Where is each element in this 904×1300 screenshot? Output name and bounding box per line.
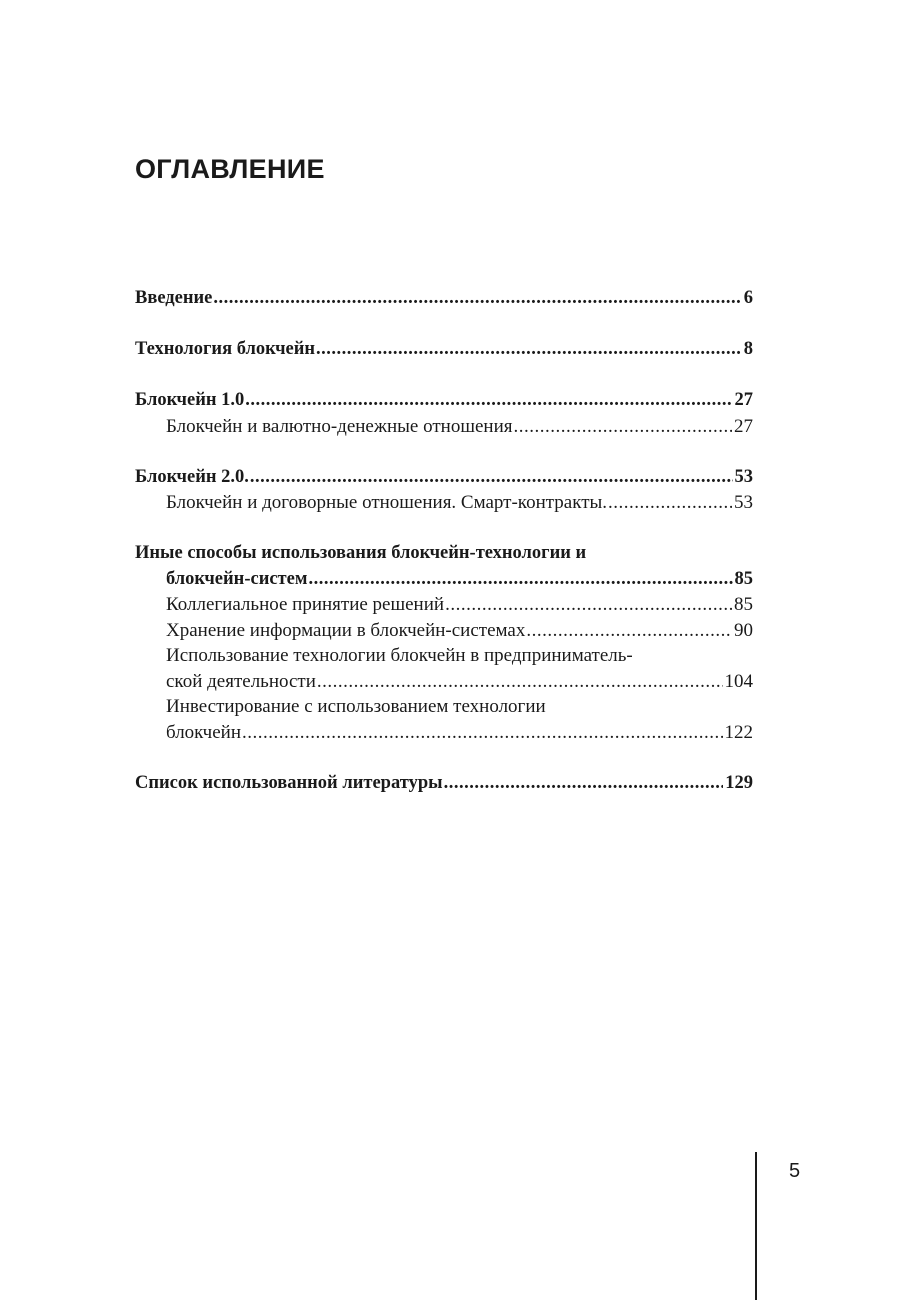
toc-subentry-entrepreneurship-line1 (135, 643, 753, 669)
dot-leader (242, 720, 723, 746)
toc-entry-page: 90 (734, 619, 753, 641)
dot-leader (608, 490, 732, 516)
dot-leader (245, 388, 732, 414)
toc-entry-label: Иные способы использования блокчейн-технологии и (135, 543, 587, 563)
toc-entry-label: Хранение информации в блокчейн-системах (166, 619, 526, 641)
toc-subentry-entrepreneurship (135, 669, 753, 695)
toc-subentry-smart-contracts (135, 490, 753, 516)
toc-entry-label: блокчейн-систем (166, 568, 308, 589)
dot-leader (316, 337, 742, 363)
toc-subentry-information-storage (135, 618, 753, 644)
toc-entry-page: 53 (734, 492, 753, 513)
toc-entry-label: блокчейн (166, 721, 241, 743)
dot-leader (445, 592, 732, 618)
toc-subentry-investing (135, 720, 753, 746)
toc-entry-page: 85 (734, 594, 753, 615)
toc-entry-blockchain-technology (135, 337, 753, 363)
toc-entry-blockchain-1-0 (135, 388, 753, 414)
toc-entry-label: Блокчейн 2.0. (135, 466, 249, 487)
toc-entry-page: 122 (724, 721, 753, 743)
toc-entry-page: 27 (734, 390, 753, 410)
toc-entry-label: Введение (135, 288, 213, 308)
dot-leader (513, 414, 732, 440)
toc-entry-label: Использование технологии блокчейн в предприниматель- (166, 645, 633, 666)
dot-leader (213, 286, 741, 312)
toc-entry-other-uses-line1 (135, 541, 753, 567)
toc-entry-label: ской деятельности (166, 670, 316, 692)
page-title: ОГЛАВЛЕНИЕ (135, 154, 325, 184)
dot-leader (250, 465, 733, 491)
toc-subentry-collegial-decisions (135, 592, 753, 618)
toc-subentry-currency-relations (135, 414, 753, 440)
dot-leader (444, 771, 724, 797)
toc-entry-label: Коллегиальное принятие решений (166, 594, 445, 615)
dot-leader (526, 618, 732, 644)
toc-entry-page: 129 (725, 772, 753, 793)
page-number: 5 (789, 1160, 801, 1182)
toc-entry-page: 53 (734, 466, 753, 487)
toc-subentry-investing-line1 (135, 694, 753, 720)
table-of-contents (135, 286, 753, 796)
toc-entry-label: Блокчейн 1.0 (135, 390, 245, 410)
toc-entry-label: Список использованной литературы (135, 772, 443, 793)
dot-leader (308, 567, 732, 593)
toc-entry-page: 85 (734, 568, 753, 589)
toc-entry-bibliography (135, 771, 753, 797)
toc-entry-page: 8 (743, 339, 753, 359)
toc-entry-page: 27 (734, 415, 753, 437)
dot-leader (317, 669, 723, 695)
page-gutter-rule (755, 1152, 757, 1300)
toc-entry-other-uses (135, 567, 753, 593)
toc-entry-label: Инвестирование с использованием технологии (166, 696, 546, 717)
toc-entry-page: 6 (743, 288, 753, 308)
toc-entry-introduction (135, 286, 753, 312)
toc-entry-page: 104 (724, 670, 753, 692)
toc-entry-label: Блокчейн и договорные отношения. Смарт-контракты. (166, 492, 608, 513)
toc-entry-blockchain-2-0 (135, 465, 753, 491)
toc-entry-label: Технология блокчейн (135, 339, 316, 359)
toc-entry-label: Блокчейн и валютно-денежные отношения (166, 415, 513, 437)
